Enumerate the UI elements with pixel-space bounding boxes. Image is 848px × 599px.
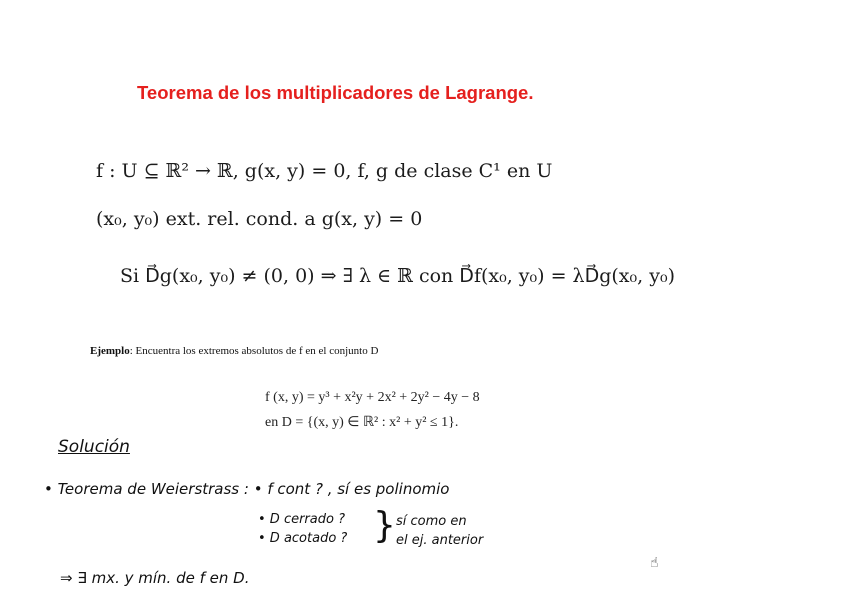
- math-line-hypotheses: f : U ⊆ ℝ² → ℝ, g(x, y) = 0, f, g de clase C¹ en U: [96, 160, 553, 182]
- math-line-extremum: (x₀, y₀) ext. rel. cond. a g(x, y) = 0: [96, 208, 423, 230]
- handwritten-si-como: sí como en: [396, 514, 467, 529]
- handwritten-brace: }: [373, 505, 396, 546]
- math-line-lagrange: Si D⃗g(x₀, y₀) ≠ (0, 0) ⇒ ∃ λ ∈ ℝ con D⃗f(x₀, y₀) = λD⃗g(x₀, y₀): [120, 265, 675, 287]
- handwritten-ej-anterior: el ej. anterior: [396, 533, 484, 548]
- example-function: f (x, y) = y³ + x²y + 2x² + 2y² − 4y − 8: [265, 390, 480, 405]
- handwritten-d-cerrado: • D cerrado ?: [258, 512, 345, 527]
- handwritten-d-acotado: • D acotado ?: [258, 531, 348, 546]
- hand-pointer-icon: ☝: [650, 555, 659, 571]
- example-statement: [90, 345, 378, 357]
- example-text: : Encuentra los extremos absolutos de f en el conjunto D: [129, 345, 379, 357]
- slide-title: Teorema de los multiplicadores de Lagrange.: [137, 82, 534, 103]
- handwritten-solucion: Solución: [58, 437, 130, 457]
- handwritten-weierstrass: • Teorema de Weierstrass : • f cont ? , sí es polinomio: [44, 480, 450, 498]
- example-label: Ejemplo: [90, 345, 130, 357]
- handwritten-conclusion: ⇒ ∃ mx. y mín. de f en D.: [60, 569, 250, 587]
- example-domain: en D = {(x, y) ∈ ℝ² : x² + y² ≤ 1}.: [265, 415, 459, 430]
